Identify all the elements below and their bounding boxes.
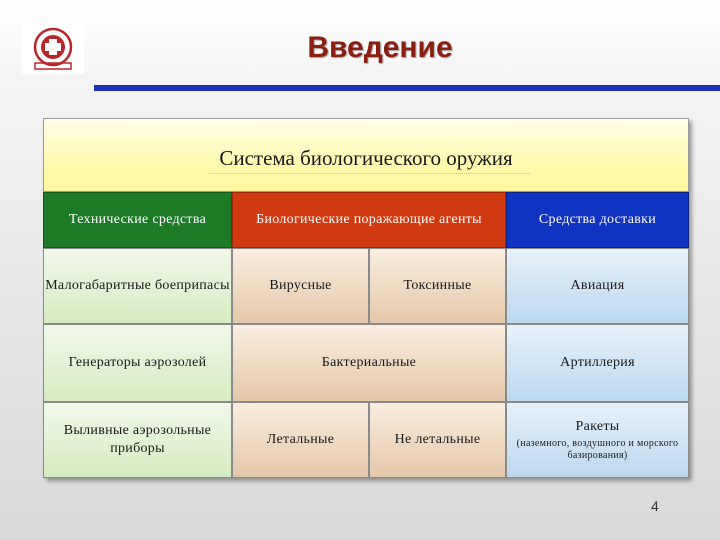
diagram-banner: [43, 118, 689, 192]
technical-item-generators: Генераторы аэрозолей: [43, 324, 232, 402]
banner-divider: [209, 173, 529, 174]
agent-nonlethal: Не летальные: [369, 402, 506, 478]
header-delivery: Средства доставки: [506, 192, 689, 248]
technical-item-munitions: Малогабаритные боеприпасы: [43, 248, 232, 324]
page-title: Введение: [307, 31, 453, 64]
agent-bacterial: Бактериальные: [232, 324, 506, 402]
delivery-rockets: [506, 402, 689, 478]
technical-item-sprayers: Выливные аэрозольные приборы: [43, 402, 232, 478]
agent-viral: Вирусные: [232, 248, 369, 324]
delivery-aviation: Авиация: [506, 248, 689, 324]
bioweapon-system-diagram: [43, 118, 689, 478]
page-number: 4: [651, 498, 659, 514]
header-technical: Технические средства: [43, 192, 232, 248]
title-underline: [94, 85, 720, 91]
header-agents: Биологические поражающие агенты: [232, 192, 506, 248]
diagram-title: Система биологического оружия: [219, 146, 513, 170]
delivery-artillery: Артиллерия: [506, 324, 689, 402]
delivery-rockets-label: Ракеты: [575, 419, 620, 434]
agent-lethal: Летальные: [232, 402, 369, 478]
delivery-rockets-note: (наземного, воздушного и морского базирования): [516, 438, 679, 461]
agent-toxin: Токсинные: [369, 248, 506, 324]
